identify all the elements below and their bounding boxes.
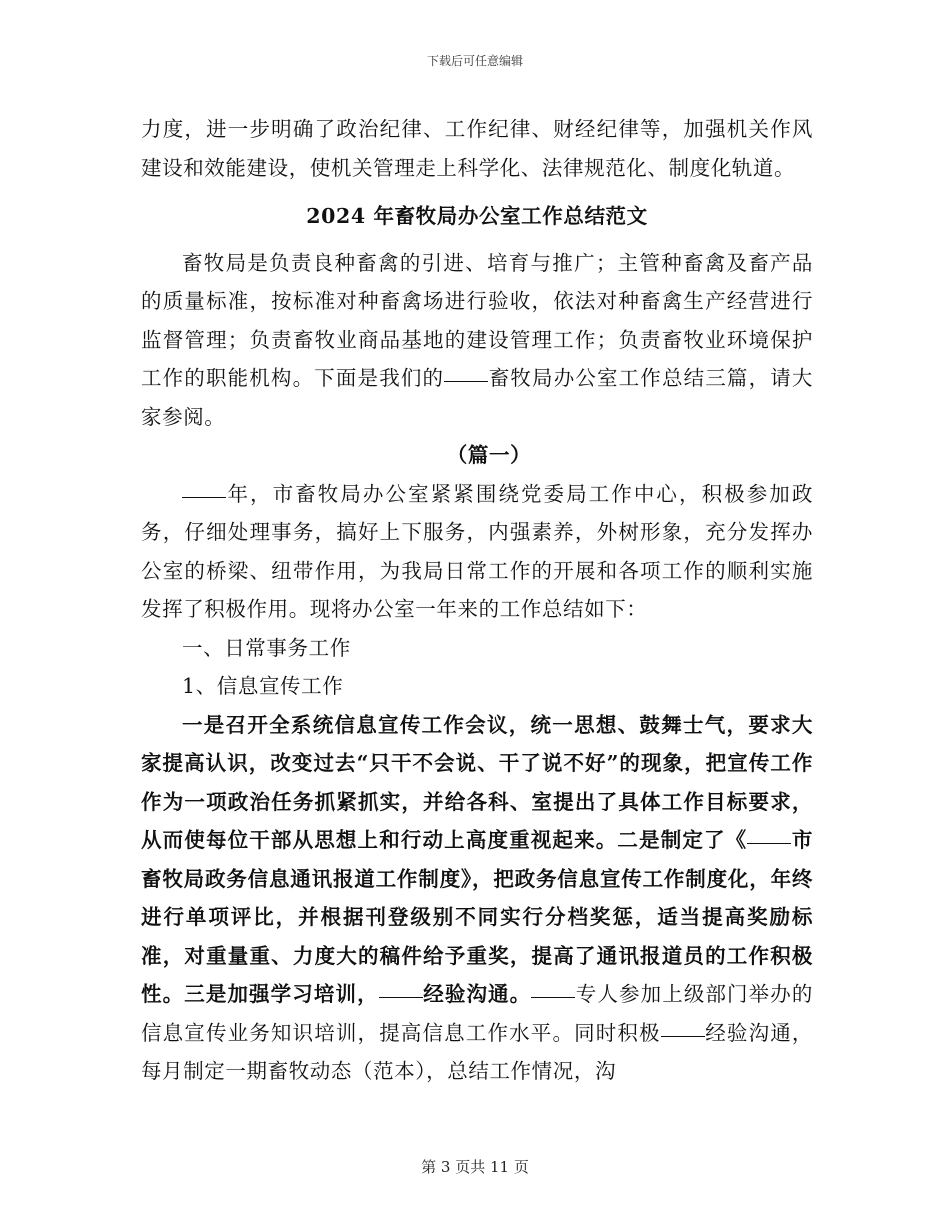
page-header: 下载后可任意编辑 <box>426 54 523 68</box>
blank-line <box>747 842 791 844</box>
heading-level-1: 一、日常事务工作 <box>182 635 351 660</box>
blank-line <box>182 496 226 498</box>
paragraph-continued: 力度，进一步明确了政治纪律、工作纪律、财经纪律等，加强机关作风建设和效能建设，使机关管理走上科学化、法律规范化、制度化轨道。 <box>141 117 813 180</box>
blank-line <box>379 996 423 998</box>
bold-text-c: 经验沟通。 <box>422 982 532 1006</box>
section-heading: （篇一） <box>446 443 532 467</box>
summary-text: 年，市畜牧局办公室紧紧围绕党委局工作中心，积极参加政务，仔细处理事务，搞好上下服务，内强素养，外树形象，充分发挥办公室的桥梁、纽带作用，为我局日常工作的开展和各项工作的顺利实施发挥了积极作用。现将办公室一年来的工作总结如下： <box>141 481 813 621</box>
blank-line <box>444 380 488 382</box>
normal-text-b: 经验沟通，每月制定一期畜牧动态（范本），总结工作情况，沟 <box>141 1020 813 1083</box>
paragraph-info-work <box>141 706 813 1091</box>
bold-text-b: 市畜牧局政务信息通讯报道工作制度》，把政务信息宣传工作制度化，年终进行单项评比，并根据刊登级别不同实行分档奖惩，适当提高奖励标准，对重量重、力度大的稿件给予重奖，提高了通讯报道员的工作积极性。三是加强学习培训， <box>141 828 813 1006</box>
blank-line <box>661 1035 705 1037</box>
bold-text-a: 一是召开全系统信息宣传工作会议，统一思想、鼓舞士气，要求大家提高认识，改变过去“只干不会说、干了说不好”的现象，把宣传工作作为一项政治任务抓紧抓实，并给各科、室提出了具体工作目标要求，从而使每位干部从思想上和行动上高度重视起来。二是制定了《 <box>141 712 813 852</box>
blank-line <box>531 996 575 998</box>
paragraph-summary <box>141 475 813 629</box>
document-body <box>141 110 813 1091</box>
intro-text-b: 畜牧局办公室工作总结三篇，请大家参阅。 <box>141 366 813 429</box>
page-footer: 第 3 页共 11 页 <box>421 1158 529 1176</box>
intro-text-a: 畜牧局是负责良种畜禽的引进、培育与推广；主管种畜禽及畜产品的质量标准，按标准对种畜禽场进行验收，依法对种畜禽生产经营进行监督管理；负责畜牧业商品基地的建设管理工作；负责畜牧业环境保护工作的职能机构。下面是我们的 <box>141 250 813 390</box>
intro-paragraph <box>141 244 813 437</box>
normal-text-a: 专人参加上级部门举办的信息宣传业务知识培训，提高信息工作水平。同时积极 <box>141 982 813 1045</box>
document-title: 2024 年畜牧局办公室工作总结范文 <box>306 204 648 228</box>
heading-level-2: 1、信息宣传工作 <box>182 674 344 698</box>
